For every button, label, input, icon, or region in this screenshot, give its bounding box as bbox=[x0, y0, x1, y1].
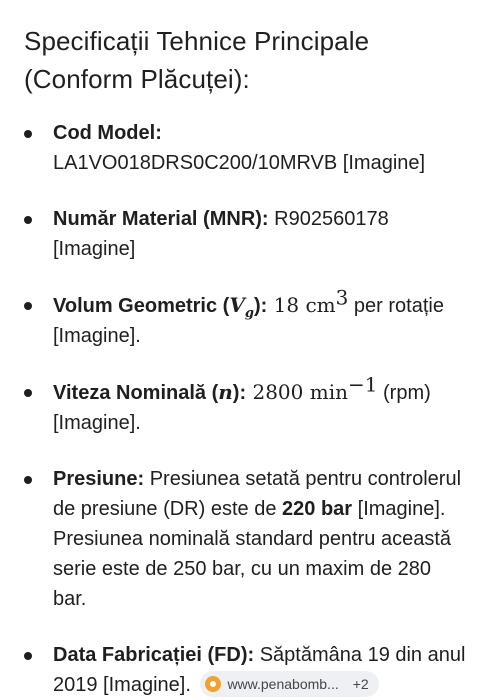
item-text: per rotație [Imagine]. bbox=[53, 295, 444, 347]
list-item-geometric-volume bbox=[24, 285, 467, 351]
heading-line-2: (Conform Plăcuței): bbox=[24, 64, 250, 94]
spec-list bbox=[24, 118, 467, 700]
math-value: 18 cm bbox=[267, 293, 336, 317]
list-item-nominal-speed bbox=[24, 372, 467, 438]
math-superscript: −1 bbox=[347, 372, 378, 397]
item-label-prefix: Volum Geometric ( bbox=[53, 295, 230, 317]
item-text: (rpm) [Imagine]. bbox=[53, 382, 431, 434]
list-item-material-number bbox=[24, 204, 467, 264]
item-label-suffix: ): bbox=[253, 295, 268, 317]
item-text: R902560178 [Imagine] bbox=[53, 208, 389, 260]
list-item-model-code bbox=[24, 118, 467, 178]
bullet-icon bbox=[24, 652, 32, 660]
symbol-n: n bbox=[218, 380, 233, 404]
item-label-suffix: ): bbox=[232, 382, 247, 404]
item-text: Săptămâna 19 din anul 2019 [Imagine]. bbox=[53, 644, 466, 696]
item-text: LA1VO018DRS0C200/10MRVB [Imagine] bbox=[53, 152, 426, 174]
heading-line-1: Specificații Tehnice Principale bbox=[24, 26, 370, 56]
site-favicon-icon bbox=[205, 676, 221, 692]
bullet-icon bbox=[24, 476, 32, 484]
item-text-before: Presiunea setată pentru controlerul de presiune (DR) este de bbox=[53, 468, 462, 520]
symbol-v: V bbox=[229, 293, 245, 317]
list-item-pressure bbox=[24, 464, 467, 614]
item-label-prefix: Viteza Nominală ( bbox=[53, 382, 219, 404]
section-heading bbox=[24, 22, 467, 98]
more-sources-count: +2 bbox=[352, 675, 369, 692]
math-value: 2800 min bbox=[246, 380, 348, 404]
item-text-after: [Imagine]. Presiunea nominală standard pentru această serie este de 250 bar, cu un maxim de 280 bar. bbox=[53, 498, 452, 610]
item-bold-value: 220 bar bbox=[282, 498, 353, 520]
source-chip[interactable] bbox=[200, 671, 378, 697]
list-item-manufacture-date bbox=[24, 640, 467, 700]
item-label: Cod Model: bbox=[53, 122, 162, 144]
item-label: Număr Material (MNR): bbox=[53, 208, 269, 230]
item-label: Presiune: bbox=[53, 468, 145, 490]
item-label: Data Fabricației (FD): bbox=[53, 644, 255, 666]
bullet-icon bbox=[24, 130, 32, 138]
source-site: www.penabomb... bbox=[227, 675, 339, 692]
bullet-icon bbox=[24, 302, 32, 310]
bullet-icon bbox=[24, 389, 32, 397]
bullet-icon bbox=[24, 216, 32, 224]
symbol-subscript: g bbox=[244, 306, 254, 321]
math-superscript: 3 bbox=[335, 285, 349, 310]
